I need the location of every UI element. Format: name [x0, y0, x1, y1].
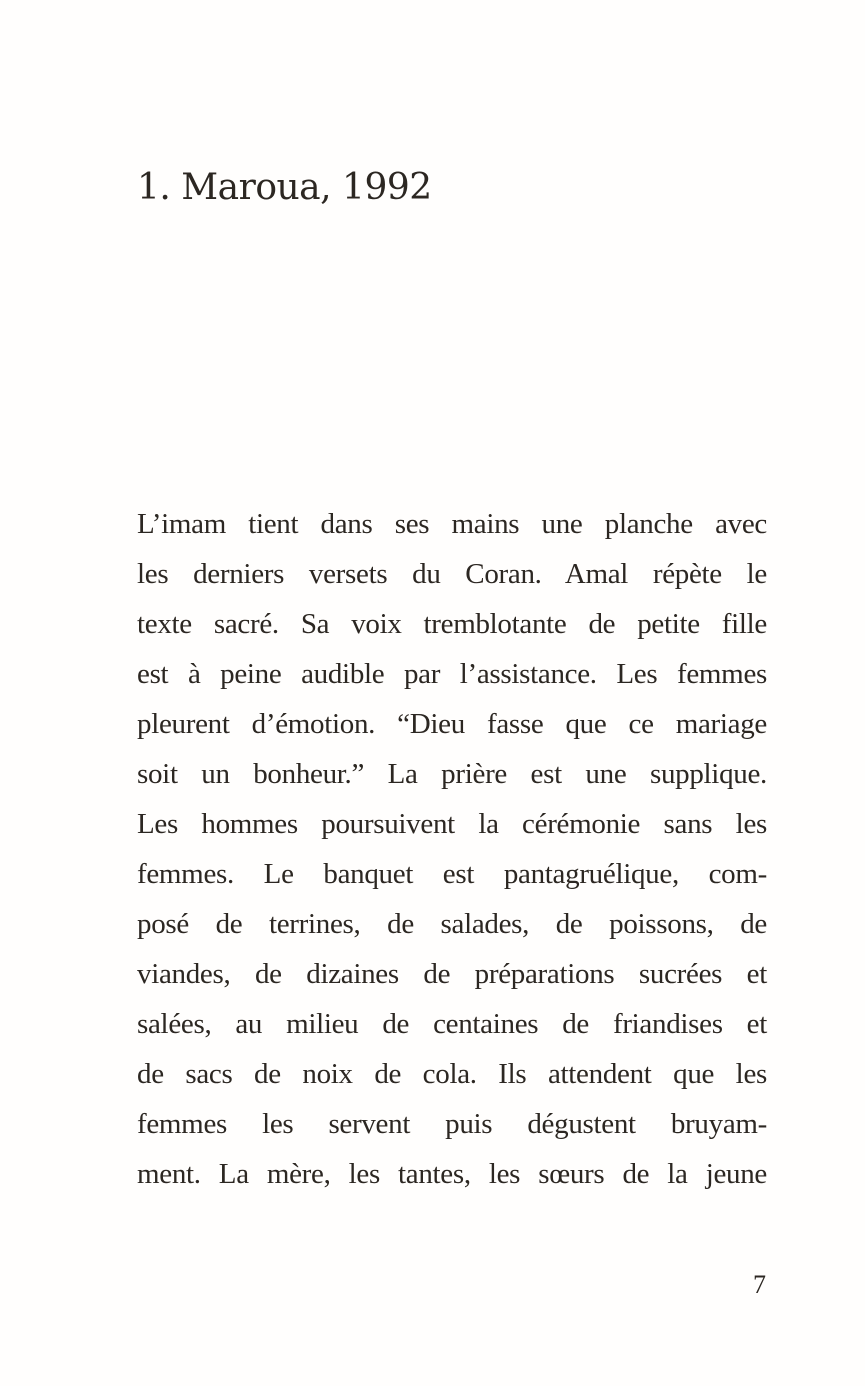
- text-line: Les hommes poursuivent la cérémonie sans les: [137, 808, 767, 840]
- text-line: femmes. Le banquet est pantagruélique, com-: [137, 858, 767, 890]
- chapter-title: 1. Maroua, 1992: [137, 167, 432, 208]
- text-line: posé de terrines, de salades, de poissons, de: [137, 908, 767, 940]
- text-line: ment. La mère, les tantes, les sœurs de la jeune: [137, 1158, 767, 1190]
- text-line: viandes, de dizaines de préparations sucrées et: [137, 958, 767, 990]
- page-number: 7: [753, 1270, 766, 1299]
- text-line: femmes les servent puis dégustent bruyam-: [137, 1108, 767, 1140]
- text-line: de sacs de noix de cola. Ils attendent que les: [137, 1058, 767, 1090]
- text-line: est à peine audible par l’assistance. Les femmes: [137, 658, 767, 690]
- text-line: pleurent d’émotion. “Dieu fasse que ce mariage: [137, 708, 767, 740]
- body-text: [137, 499, 767, 1199]
- text-line: soit un bonheur.” La prière est une supplique.: [137, 758, 767, 790]
- text-line: L’imam tient dans ses mains une planche avec: [137, 508, 767, 540]
- text-line: les derniers versets du Coran. Amal répète le: [137, 558, 767, 590]
- text-line: salées, au milieu de centaines de friandises et: [137, 1008, 767, 1040]
- text-line: texte sacré. Sa voix tremblotante de petite fille: [137, 608, 767, 640]
